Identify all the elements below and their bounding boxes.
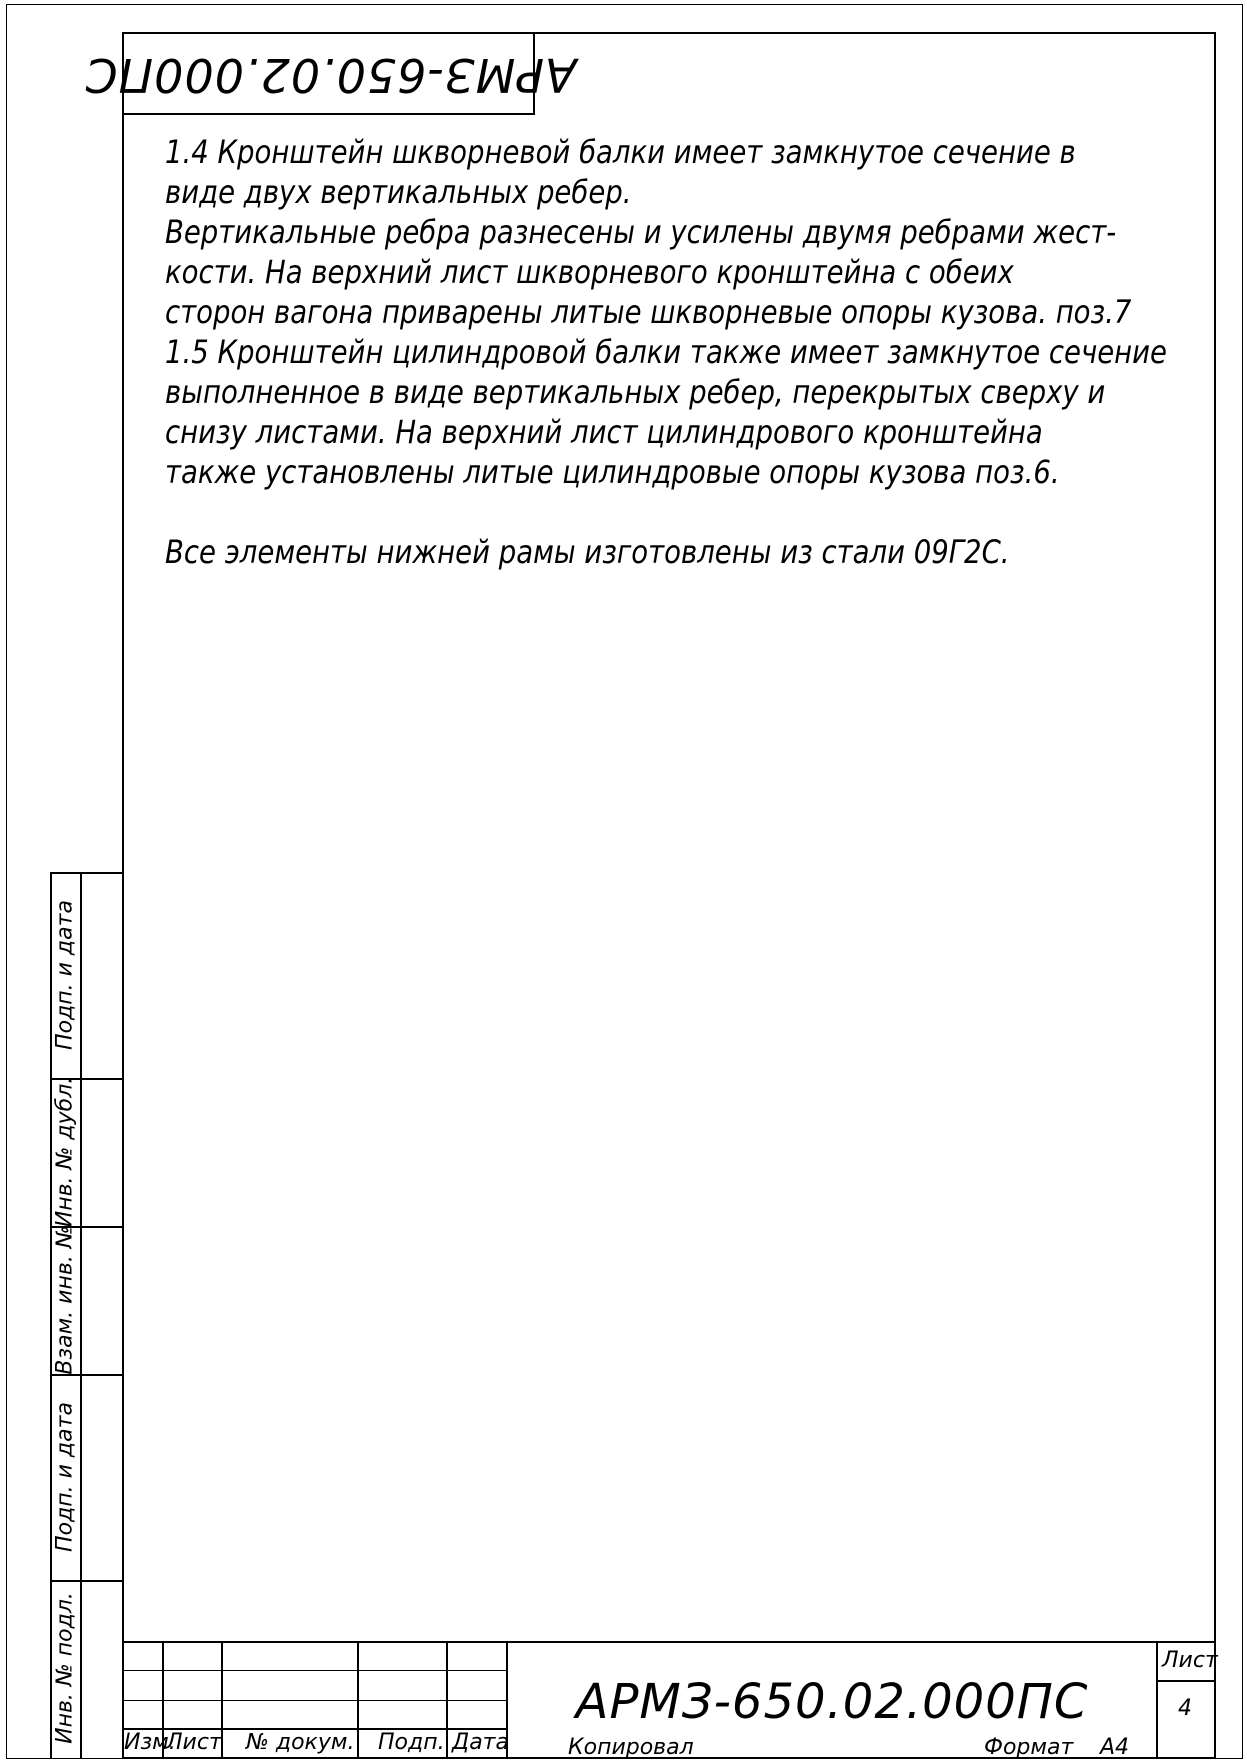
side-margin-divider <box>50 1580 122 1582</box>
body-line: выполненное в виде вертикальных ребер, перекрытых сверху и <box>165 373 1106 411</box>
footer-copied: Копировал <box>568 1735 694 1760</box>
side-margin-divider <box>80 872 82 1759</box>
material-note: Все элементы нижней рамы изготовлены из стали 09Г2С. <box>165 533 1010 571</box>
body-line: Вертикальные ребра разнесены и усилены двумя ребрами жест- <box>165 213 1117 251</box>
document-code-stamp <box>84 32 577 115</box>
tb-sheet-number: 4 <box>1178 1696 1192 1721</box>
body-line: также установлены литые цилиндровые опоры кузова поз.6. <box>165 453 1060 491</box>
body-line: снизу листами. На верхний лист цилиндрового кронштейна <box>165 413 1043 451</box>
body-line: виде двух вертикальных ребер. <box>165 173 632 211</box>
body-line: сторон вагона приварены литые шкворневые опоры кузова. поз.7 <box>165 293 1132 331</box>
tb-header-n-dokum: № докум. <box>246 1730 355 1755</box>
body-line: кости. На верхний лист шкворневого кронштейна с обеих <box>165 253 1014 291</box>
tb-header-podp: Подп. <box>378 1730 445 1755</box>
title-block-col-line <box>446 1641 448 1759</box>
body-line: 1.4 Кронштейн шкворневой балки имеет замкнутое сечение в <box>165 133 1076 171</box>
title-block-document-code: АРМЗ-650.02.000ПС <box>575 1674 1089 1730</box>
footer-format-value: А4 <box>1100 1735 1130 1760</box>
title-block-row-line <box>122 1670 508 1671</box>
title-block-row-line <box>122 1700 508 1701</box>
tb-sheet-label: Лист <box>1162 1648 1218 1673</box>
title-block-col-line <box>357 1641 359 1759</box>
body-line: 1.5 Кронштейн цилиндровой балки также имеет замкнутое сечение <box>165 333 1167 371</box>
title-block-col-line <box>1156 1641 1158 1759</box>
tb-header-data: Дата <box>452 1730 509 1755</box>
tb-header-izm: Изм. <box>124 1730 176 1755</box>
document-code-stamp-text: АРМЗ-650.02.000ПС <box>84 48 577 103</box>
side-margin-divider <box>50 872 122 874</box>
footer-format-label: Формат <box>984 1735 1074 1760</box>
tb-header-list: Лист <box>166 1730 222 1755</box>
body-text <box>165 132 1195 572</box>
title-block-sheet-divider <box>1156 1680 1216 1682</box>
